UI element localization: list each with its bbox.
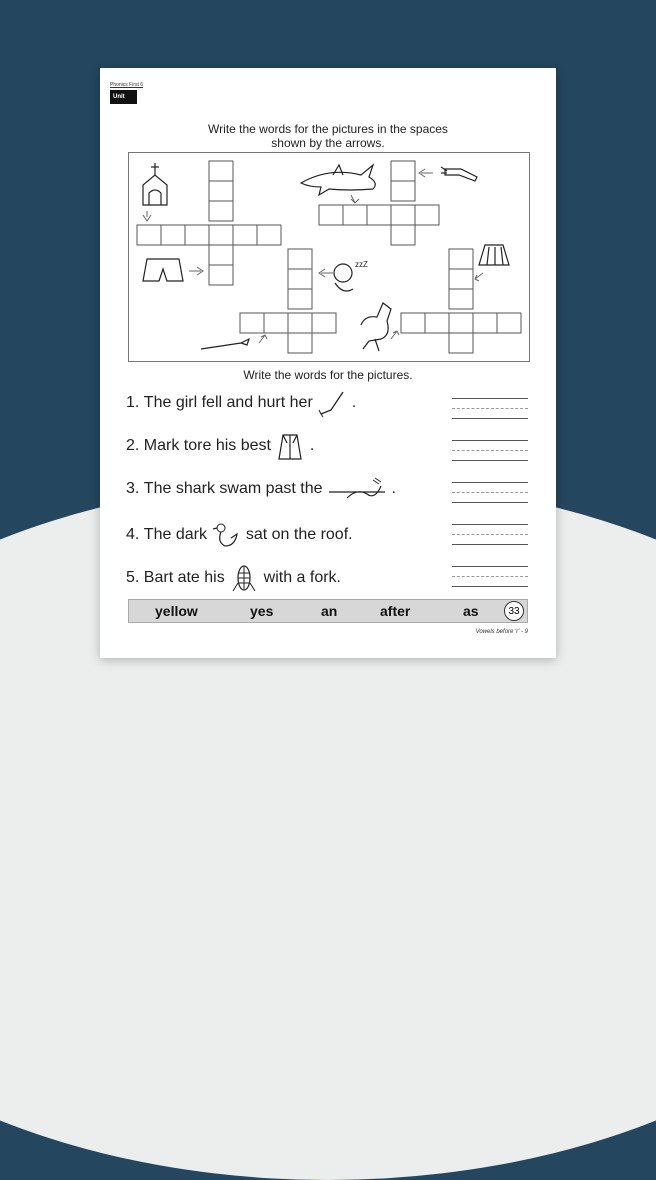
cell: [288, 249, 312, 269]
answer-line[interactable]: [452, 398, 528, 399]
crossword-grids: [129, 153, 531, 363]
cell: [288, 289, 312, 309]
fork-icon: [441, 167, 477, 181]
cell: [209, 265, 233, 285]
answer-line[interactable]: [452, 440, 528, 441]
unit-badge: [110, 90, 137, 117]
church-icon: [143, 163, 167, 205]
cell: [209, 201, 233, 221]
sentence-number: 5.: [126, 569, 140, 586]
cell: [449, 269, 473, 289]
sentence-text: The dark: [143, 526, 207, 543]
cell: [473, 313, 497, 333]
sentences-instruction: Write the words for the pictures.: [243, 368, 413, 382]
cell: [257, 225, 281, 245]
crossword-instruction-line2: shown by the arrows.: [271, 136, 385, 150]
sentence-text-end: with a fork.: [263, 569, 341, 586]
cell: [391, 181, 415, 201]
arrow-icon: [189, 267, 203, 275]
cell: [161, 225, 185, 245]
sentence-end: .: [351, 394, 357, 411]
cell: [343, 205, 367, 225]
sentence-text: The shark swam past the: [143, 480, 323, 497]
svg-text:zzZ: zzZ: [355, 260, 368, 269]
arrow-icon: [143, 211, 151, 221]
jacket-icon: [275, 431, 305, 461]
cell: [367, 205, 391, 225]
answer-line[interactable]: [452, 460, 528, 461]
word-bank-item: after: [380, 603, 411, 619]
sentence-end: .: [391, 480, 396, 497]
answer-guide: [452, 492, 528, 493]
crossword-instruction-line1: Write the words for the pictures in the spaces: [208, 122, 448, 136]
sentence-text-end: sat on the roof.: [245, 526, 353, 543]
arrow-icon: [319, 269, 333, 277]
cell: [209, 225, 233, 245]
word-bank-item: yes: [250, 603, 274, 619]
sleeping-man-icon: [334, 260, 368, 291]
answer-line[interactable]: [452, 502, 528, 503]
cell: [401, 313, 425, 333]
cell: [449, 289, 473, 309]
cell: [288, 333, 312, 353]
word-bank-item: yellow: [155, 603, 198, 619]
sentence-end: .: [309, 437, 315, 454]
page-number: 33: [504, 601, 524, 621]
answer-guide: [452, 450, 528, 451]
cell: [288, 313, 312, 333]
answer-line[interactable]: [452, 566, 528, 567]
arrow-icon: [475, 273, 483, 281]
cell: [391, 225, 415, 245]
cell: [425, 313, 449, 333]
shark-icon: [301, 165, 375, 195]
answer-lines-1[interactable]: [452, 398, 528, 419]
answer-line[interactable]: [452, 482, 528, 483]
cell: [449, 249, 473, 269]
cell: [185, 225, 209, 245]
arrow-icon: [351, 195, 359, 203]
answer-lines-4[interactable]: [452, 524, 528, 545]
shorts-icon: [143, 259, 183, 281]
answer-line[interactable]: [452, 418, 528, 419]
sentence-3: [126, 474, 396, 504]
cell: [288, 269, 312, 289]
answer-line[interactable]: [452, 586, 528, 587]
sentence-1: [126, 388, 356, 418]
cell: [209, 245, 233, 265]
answer-lines-5[interactable]: [452, 566, 528, 587]
word-bank-item: an: [321, 603, 338, 619]
sentence-5: [126, 563, 341, 593]
sentence-text: Bart ate his: [143, 569, 225, 586]
sentence-2: [126, 431, 314, 461]
cell: [209, 161, 233, 181]
arrow-icon: [419, 169, 433, 177]
dart-icon: [201, 339, 249, 349]
cell: [137, 225, 161, 245]
cell: [415, 205, 439, 225]
answer-guide: [452, 534, 528, 535]
footer-caption: Vowels before 'r' - 9: [475, 629, 528, 635]
sentence-4: [126, 520, 353, 550]
sentence-number: 4.: [126, 526, 140, 543]
word-bank-item: as: [463, 603, 479, 619]
unit-number: 2:9: [113, 105, 129, 117]
sentence-number: 1.: [126, 394, 140, 411]
arrow-icon: [391, 331, 399, 339]
cell: [264, 313, 288, 333]
sentence-text: Mark tore his best: [143, 437, 271, 454]
cell: [233, 225, 257, 245]
answer-lines-3[interactable]: [452, 482, 528, 503]
cell: [449, 333, 473, 353]
bird-icon: [211, 520, 241, 550]
word-bank: [128, 599, 528, 623]
series-title: Phonics First 6: [110, 82, 144, 88]
cell: [497, 313, 521, 333]
cell: [449, 313, 473, 333]
sentence-number: 2.: [126, 437, 140, 454]
worksheet-page: [100, 68, 556, 658]
corn-icon: [229, 563, 259, 593]
answer-line[interactable]: [452, 544, 528, 545]
answer-lines-2[interactable]: [452, 440, 528, 461]
unit-label: Unit: [113, 94, 125, 100]
cell: [240, 313, 264, 333]
cell: [312, 313, 336, 333]
cell: [209, 181, 233, 201]
answer-guide: [452, 576, 528, 577]
horse-icon: [361, 303, 391, 351]
answer-guide: [452, 408, 528, 409]
arrow-icon: [259, 335, 267, 343]
skirt-icon: [479, 245, 509, 265]
cell: [319, 205, 343, 225]
arm-icon: [317, 388, 347, 418]
cell: [391, 161, 415, 181]
answer-line[interactable]: [452, 524, 528, 525]
wave-icon: [327, 474, 387, 504]
crossword-puzzle: [128, 152, 530, 362]
sentence-text: The girl fell and hurt her: [143, 394, 313, 411]
cell: [391, 205, 415, 225]
sentence-number: 3.: [126, 480, 140, 497]
